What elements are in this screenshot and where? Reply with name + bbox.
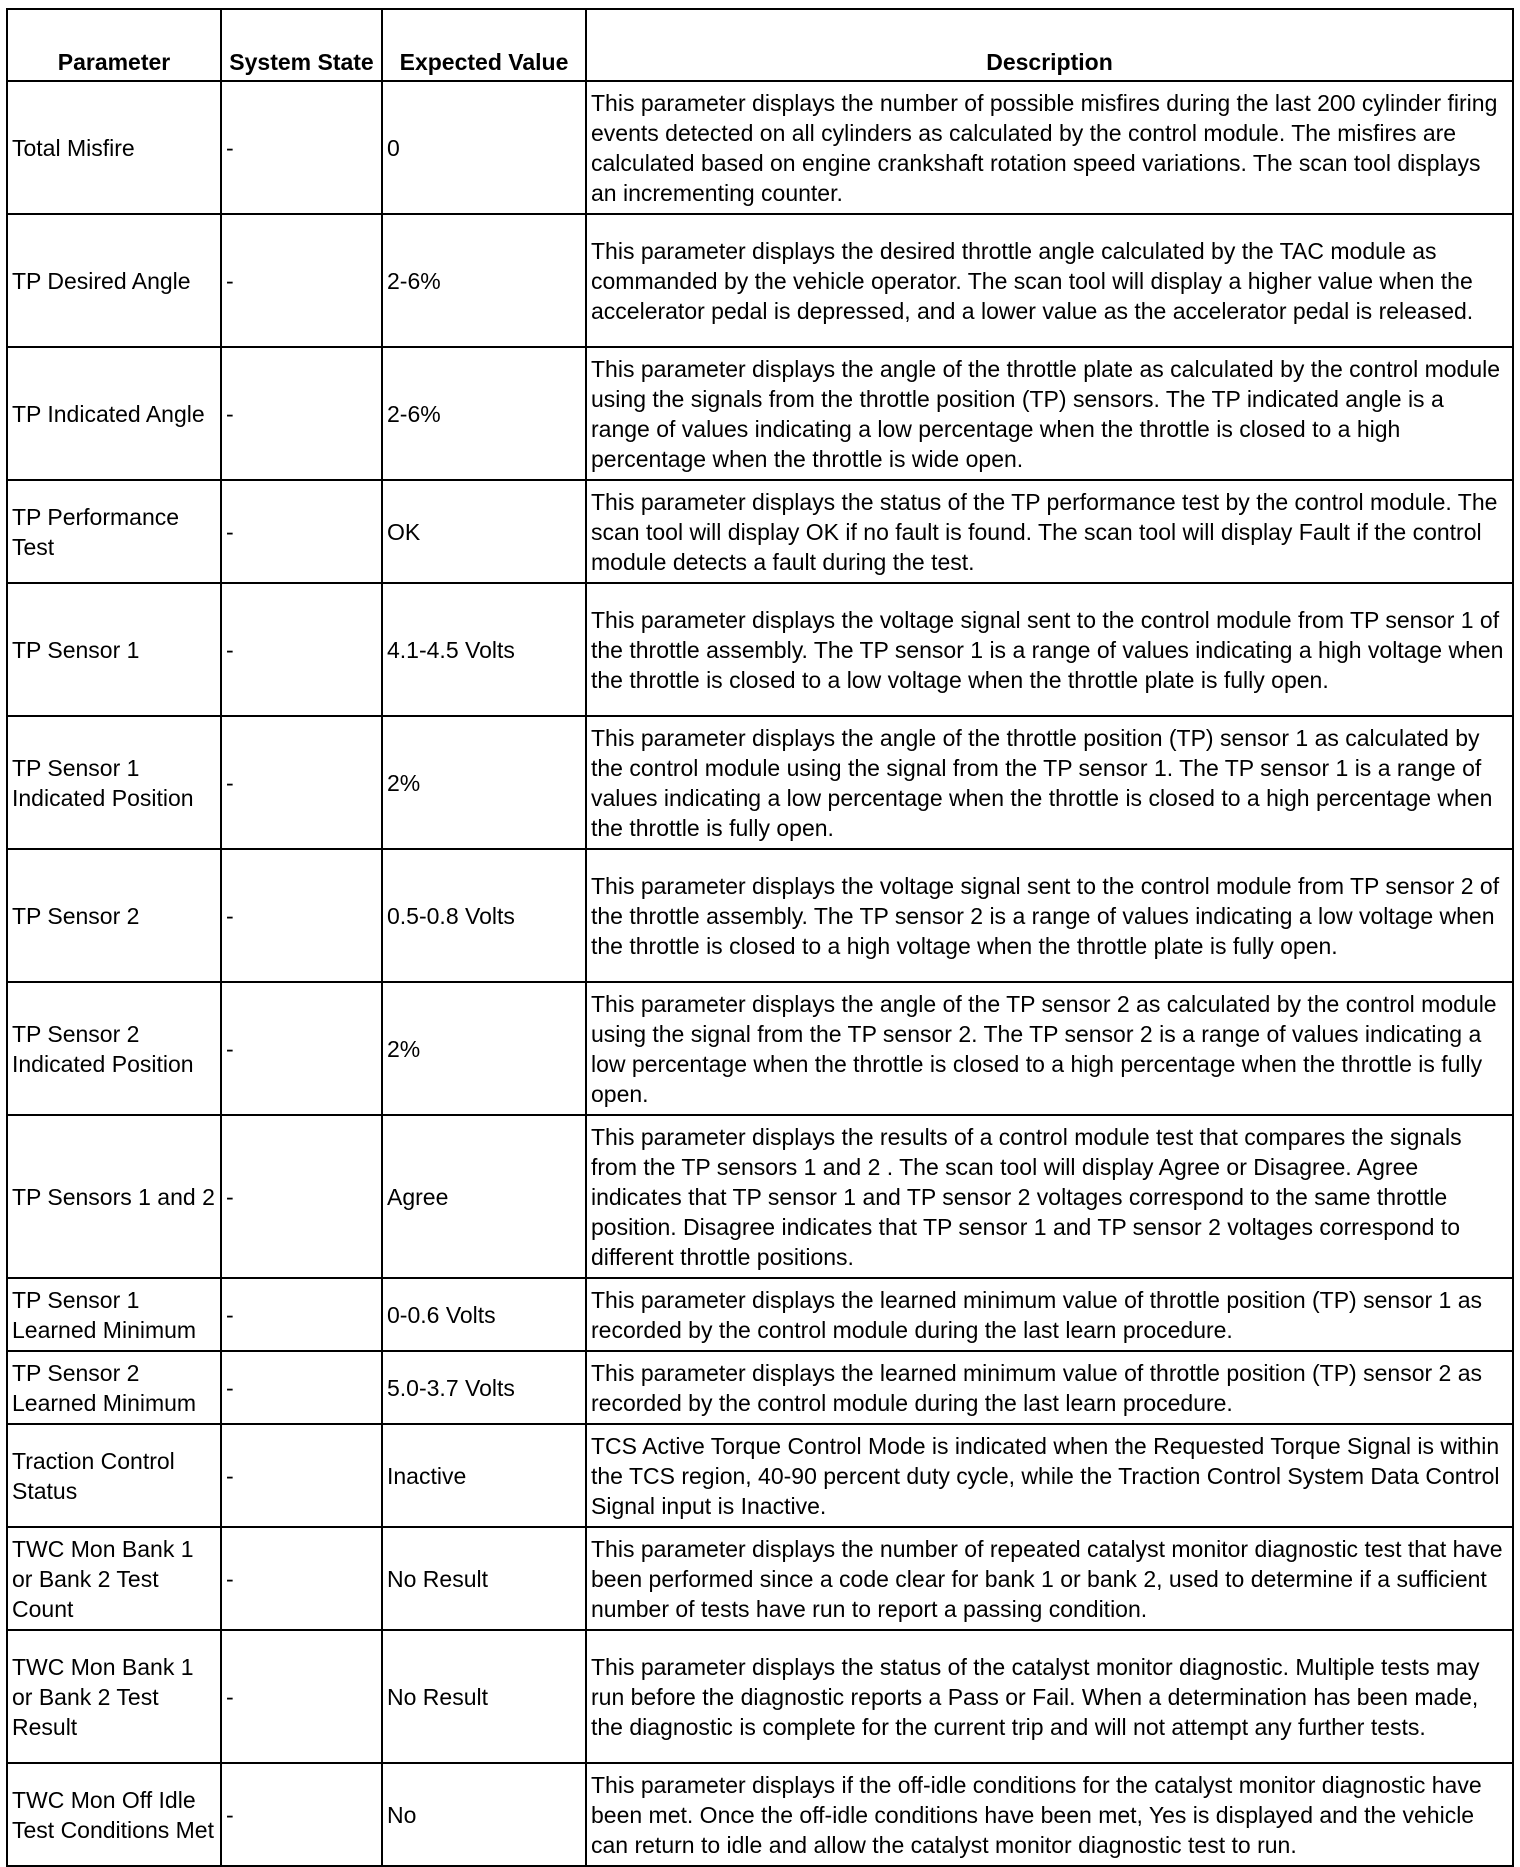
cell-system-state: - <box>221 81 382 214</box>
cell-description: This parameter displays the angle of the TP sensor 2 as calculated by the control module using the signal from the TP sensor 2. The TP sensor 2 is a range of values indicating a low percentage when the throttle is closed to a high percentage when the throttle is fully open. <box>586 982 1513 1115</box>
cell-description: This parameter displays the status of the TP performance test by the control module. The scan tool will display OK if no fault is found. The scan tool will display Fault if the control module detects a fault during the test. <box>586 480 1513 583</box>
cell-parameter: TP Desired Angle <box>7 214 221 347</box>
cell-expected-value: 0-0.6 Volts <box>382 1278 586 1351</box>
cell-system-state: - <box>221 716 382 849</box>
cell-description: This parameter displays the number of possible misfires during the last 200 cylinder firing events detected on all cylinders as calculated by the control module. The misfires are calculated based on engine crankshaft rotation speed variations. The scan tool displays an incrementing counter. <box>586 81 1513 214</box>
table-row <box>7 1424 1513 1527</box>
cell-expected-value: 4.1-4.5 Volts <box>382 583 586 716</box>
cell-parameter: Traction Control Status <box>7 1424 221 1527</box>
cell-description: TCS Active Torque Control Mode is indicated when the Requested Torque Signal is within the TCS region, 40-90 percent duty cycle, while the Traction Control System Data Control Signal input is Inactive. <box>586 1424 1513 1527</box>
table-row <box>7 1763 1513 1866</box>
header-parameter: Parameter <box>7 9 221 81</box>
table-row <box>7 347 1513 480</box>
header-expected-value: Expected Value <box>382 9 586 81</box>
cell-parameter: TP Sensor 2 <box>7 849 221 982</box>
table-row <box>7 214 1513 347</box>
cell-parameter: TWC Mon Bank 1 or Bank 2 Test Count <box>7 1527 221 1630</box>
cell-system-state: - <box>221 1278 382 1351</box>
table-row <box>7 480 1513 583</box>
table-row <box>7 849 1513 982</box>
cell-expected-value: No Result <box>382 1527 586 1630</box>
cell-system-state: - <box>221 1351 382 1424</box>
cell-system-state: - <box>221 1630 382 1763</box>
cell-parameter: TP Sensor 2 Learned Minimum <box>7 1351 221 1424</box>
header-description: Description <box>586 9 1513 81</box>
cell-system-state: - <box>221 214 382 347</box>
cell-expected-value: 0.5-0.8 Volts <box>382 849 586 982</box>
cell-system-state: - <box>221 1763 382 1866</box>
cell-parameter: TWC Mon Bank 1 or Bank 2 Test Result <box>7 1630 221 1763</box>
cell-description: This parameter displays the learned minimum value of throttle position (TP) sensor 1 as recorded by the control module during the last learn procedure. <box>586 1278 1513 1351</box>
cell-expected-value: 2% <box>382 716 586 849</box>
cell-expected-value: 2-6% <box>382 347 586 480</box>
cell-system-state: - <box>221 1424 382 1527</box>
cell-description: This parameter displays the angle of the throttle plate as calculated by the control module using the signals from the throttle position (TP) sensors. The TP indicated angle is a range of values indicating a low percentage when the throttle is closed to a high percentage when the throttle is wide open. <box>586 347 1513 480</box>
cell-parameter: TP Performance Test <box>7 480 221 583</box>
cell-expected-value: 5.0-3.7 Volts <box>382 1351 586 1424</box>
cell-expected-value: Inactive <box>382 1424 586 1527</box>
cell-parameter: TP Sensor 2 Indicated Position <box>7 982 221 1115</box>
parameter-table <box>6 8 1514 1867</box>
cell-description: This parameter displays the voltage signal sent to the control module from TP sensor 2 of the throttle assembly. The TP sensor 2 is a range of values indicating a low voltage when the throttle is closed to a high voltage when the throttle plate is fully open. <box>586 849 1513 982</box>
cell-description: This parameter displays the voltage signal sent to the control module from TP sensor 1 of the throttle assembly. The TP sensor 1 is a range of values indicating a high voltage when the throttle is closed to a low voltage when the throttle plate is fully open. <box>586 583 1513 716</box>
header-row <box>7 9 1513 81</box>
cell-description: This parameter displays the learned minimum value of throttle position (TP) sensor 2 as recorded by the control module during the last learn procedure. <box>586 1351 1513 1424</box>
cell-parameter: Total Misfire <box>7 81 221 214</box>
cell-system-state: - <box>221 583 382 716</box>
table-row <box>7 1115 1513 1278</box>
table-row <box>7 1278 1513 1351</box>
cell-system-state: - <box>221 1115 382 1278</box>
table-row <box>7 1351 1513 1424</box>
cell-description: This parameter displays if the off-idle conditions for the catalyst monitor diagnostic have been met. Once the off-idle conditions have been met, Yes is displayed and the vehicle can return to idle and allow the catalyst monitor diagnostic test to run. <box>586 1763 1513 1866</box>
cell-parameter: TP Sensor 1 Indicated Position <box>7 716 221 849</box>
cell-description: This parameter displays the status of the catalyst monitor diagnostic. Multiple tests may run before the diagnostic reports a Pass or Fail. When a determination has been made, the diagnostic is complete for the current trip and will not attempt any further tests. <box>586 1630 1513 1763</box>
table-row <box>7 1527 1513 1630</box>
table-row <box>7 1630 1513 1763</box>
cell-parameter: TP Sensors 1 and 2 <box>7 1115 221 1278</box>
cell-parameter: TP Sensor 1 Learned Minimum <box>7 1278 221 1351</box>
cell-expected-value: No Result <box>382 1630 586 1763</box>
cell-system-state: - <box>221 347 382 480</box>
cell-system-state: - <box>221 849 382 982</box>
cell-expected-value: 2-6% <box>382 214 586 347</box>
cell-parameter: TWC Mon Off Idle Test Conditions Met <box>7 1763 221 1866</box>
table-row <box>7 716 1513 849</box>
table-row <box>7 982 1513 1115</box>
table-row <box>7 583 1513 716</box>
cell-parameter: TP Indicated Angle <box>7 347 221 480</box>
cell-description: This parameter displays the angle of the throttle position (TP) sensor 1 as calculated by the control module using the signal from the TP sensor 1. The TP sensor 1 is a range of values indicating a low percentage when the throttle is closed to a high percentage when the throttle is fully open. <box>586 716 1513 849</box>
cell-system-state: - <box>221 1527 382 1630</box>
cell-expected-value: 0 <box>382 81 586 214</box>
cell-description: This parameter displays the results of a control module test that compares the signals from the TP sensors 1 and 2 . The scan tool will display Agree or Disagree. Agree indicates that TP sensor 1 and TP sensor 2 voltages correspond to the same throttle position. Disagree indicates that TP sensor 1 and TP sensor 2 voltages correspond to different throttle positions. <box>586 1115 1513 1278</box>
cell-system-state: - <box>221 982 382 1115</box>
header-system-state: System State <box>221 9 382 81</box>
cell-expected-value: 2% <box>382 982 586 1115</box>
cell-expected-value: Agree <box>382 1115 586 1278</box>
cell-expected-value: No <box>382 1763 586 1866</box>
cell-system-state: - <box>221 480 382 583</box>
cell-parameter: TP Sensor 1 <box>7 583 221 716</box>
cell-description: This parameter displays the desired throttle angle calculated by the TAC module as commanded by the vehicle operator. The scan tool will display a higher value when the accelerator pedal is depressed, and a lower value as the accelerator pedal is released. <box>586 214 1513 347</box>
table-row <box>7 81 1513 214</box>
cell-expected-value: OK <box>382 480 586 583</box>
cell-description: This parameter displays the number of repeated catalyst monitor diagnostic test that have been performed since a code clear for bank 1 or bank 2, used to determine if a sufficient number of tests have run to report a passing condition. <box>586 1527 1513 1630</box>
